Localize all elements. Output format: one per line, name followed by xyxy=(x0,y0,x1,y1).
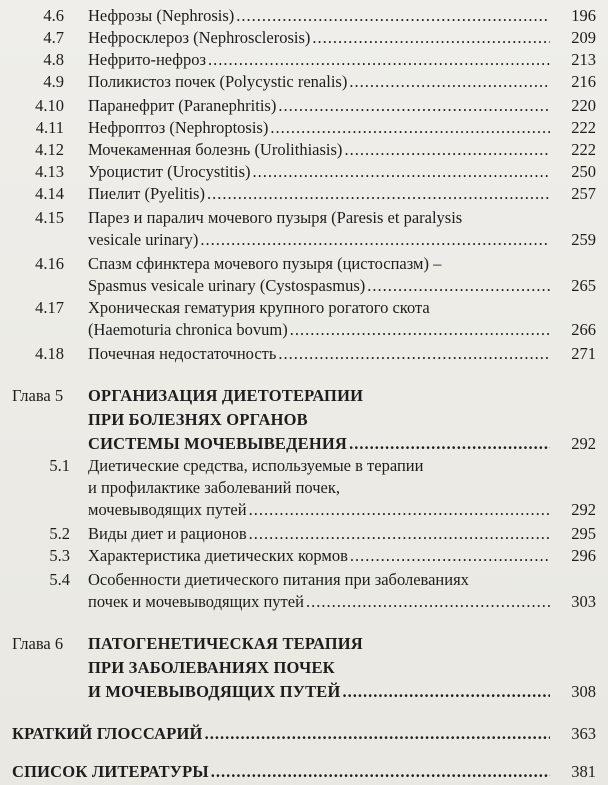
chapter-title-line: ПРИ БОЛЕЗНЯХ ОРГАНОВ xyxy=(88,410,308,429)
entry-title: (Haemoturia chronica bovum) xyxy=(88,320,288,339)
entry-title-line: Спазм сфинктера мочевого пузыря (цистоспазм) – xyxy=(88,254,442,273)
dot-leader xyxy=(270,118,550,138)
dot-leader xyxy=(236,6,550,26)
entry-title: Характеристика диетических кормов xyxy=(88,546,348,565)
entry-number: 4.14 xyxy=(35,184,64,203)
entry-title: Нефросклероз (Nephrosclerosis) xyxy=(88,28,311,47)
dot-leader xyxy=(253,162,551,182)
entry-number: 5.3 xyxy=(49,546,70,565)
entry-number: 4.12 xyxy=(35,140,64,159)
chapter-label: Глава 6 xyxy=(12,634,64,653)
chapter-page: 308 xyxy=(571,682,596,701)
entry-page: 259 xyxy=(571,230,596,249)
entry-page: 295 xyxy=(571,524,596,543)
entry-number: 5.2 xyxy=(49,524,70,543)
entry-page: 257 xyxy=(571,184,596,203)
entry-title: Почечная недостаточность xyxy=(88,344,277,363)
toc-entry xyxy=(88,50,554,70)
entry-number: 4.8 xyxy=(43,50,64,69)
entry-page: 220 xyxy=(571,96,596,115)
dot-leader xyxy=(249,500,550,520)
chapter-title-line: ПРИ ЗАБОЛЕВАНИЯХ ПОЧЕК xyxy=(88,658,335,677)
dot-leader xyxy=(343,682,550,702)
entry-page: 213 xyxy=(571,50,596,69)
toc-entry xyxy=(88,546,554,566)
toc-entry xyxy=(88,72,554,92)
dot-leader xyxy=(344,140,550,160)
dot-leader xyxy=(249,524,550,544)
entry-title-line: Диетические средства, используемые в терапии xyxy=(88,456,424,475)
toc-entry xyxy=(88,162,554,182)
entry-page: 303 xyxy=(571,592,596,611)
dot-leader xyxy=(306,592,550,612)
dot-leader xyxy=(208,50,550,70)
entry-page: 271 xyxy=(571,344,596,363)
entry-page: 250 xyxy=(571,162,596,181)
chapter-title-line: ПАТОГЕНЕТИЧЕСКАЯ ТЕРАПИЯ xyxy=(88,634,363,653)
entry-number: 4.13 xyxy=(35,162,64,181)
entry-title: Виды диет и рационов xyxy=(88,524,247,543)
entry-number: 4.16 xyxy=(35,254,64,273)
dot-leader xyxy=(278,344,550,364)
entry-number: 4.18 xyxy=(35,344,64,363)
entry-title: Уроцистит (Urocystitis) xyxy=(88,162,251,181)
references-entry xyxy=(12,762,554,782)
toc-entry xyxy=(88,140,554,160)
entry-title: vesicale urinary) xyxy=(88,230,199,249)
entry-number: 4.6 xyxy=(43,6,64,25)
entry-title: Поликистоз почек (Polycystic renalis) xyxy=(88,72,348,91)
toc-entry xyxy=(88,28,554,48)
toc-entry xyxy=(88,524,554,544)
toc-entry xyxy=(88,344,554,364)
entry-title-line: Особенности диетического питания при заболеваниях xyxy=(88,570,469,589)
toc-entry xyxy=(88,320,554,340)
toc-entry xyxy=(88,500,554,520)
chapter-page: 292 xyxy=(571,434,596,453)
entry-number: 4.9 xyxy=(43,72,64,91)
entry-page: 265 xyxy=(571,276,596,295)
entry-title: почек и мочевыводящих путей xyxy=(88,592,304,611)
entry-title: Нефрозы (Nephrosis) xyxy=(88,6,235,25)
entry-title: Spasmus vesicale urinary (Cystospasmus) xyxy=(88,276,366,295)
toc-entry xyxy=(88,276,554,296)
toc-entry xyxy=(88,6,554,26)
toc-entry xyxy=(88,96,554,116)
entry-number: 4.7 xyxy=(43,28,64,47)
dot-leader xyxy=(367,276,550,296)
toc-entry xyxy=(88,184,554,204)
dot-leader xyxy=(278,96,550,116)
dot-leader xyxy=(205,724,550,744)
entry-title-line: Хроническая гематурия крупного рогатого скота xyxy=(88,298,430,317)
chapter-title: СИСТЕМЫ МОЧЕВЫВЕДЕНИЯ xyxy=(88,434,348,453)
entry-number: 5.1 xyxy=(49,456,70,475)
references-title: СПИСОК ЛИТЕРАТУРЫ xyxy=(12,762,209,781)
entry-number: 4.10 xyxy=(35,96,64,115)
dot-leader xyxy=(312,28,550,48)
entry-title-line: и профилактике заболеваний почек, xyxy=(88,478,341,497)
chapter-label: Глава 5 xyxy=(12,386,64,405)
glossary-page: 363 xyxy=(571,724,596,743)
entry-title: Пиелит (Pyelitis) xyxy=(88,184,205,203)
glossary-title: КРАТКИЙ ГЛОССАРИЙ xyxy=(12,724,203,743)
entry-page: 266 xyxy=(571,320,596,339)
entry-title-line: Парез и паралич мочевого пузыря (Paresis et paralysis xyxy=(88,208,463,227)
dot-leader xyxy=(207,184,550,204)
glossary-entry xyxy=(12,724,554,744)
entry-number: 5.4 xyxy=(49,570,70,589)
chapter-entry xyxy=(88,682,554,702)
dot-leader xyxy=(350,546,550,566)
dot-leader xyxy=(200,230,550,250)
entry-page: 196 xyxy=(571,6,596,25)
dot-leader xyxy=(211,762,550,782)
entry-page: 292 xyxy=(571,500,596,519)
dot-leader xyxy=(349,72,550,92)
toc-entry xyxy=(88,230,554,250)
entry-number: 4.11 xyxy=(35,118,64,137)
toc-entry xyxy=(88,118,554,138)
chapter-title: И МОЧЕВЫВОДЯЩИХ ПУТЕЙ xyxy=(88,682,341,701)
entry-page: 222 xyxy=(571,118,596,137)
dot-leader xyxy=(349,434,550,454)
entry-page: 296 xyxy=(571,546,596,565)
entry-page: 222 xyxy=(571,140,596,159)
chapter-entry xyxy=(88,434,554,454)
entry-title: мочевыводящих путей xyxy=(88,500,247,519)
dot-leader xyxy=(290,320,550,340)
entry-title: Нефроптоз (Nephroptosis) xyxy=(88,118,269,137)
toc-entry xyxy=(88,592,554,612)
entry-page: 209 xyxy=(571,28,596,47)
entry-number: 4.17 xyxy=(35,298,64,317)
entry-title: Мочекаменная болезнь (Urolithiasis) xyxy=(88,140,343,159)
entry-title: Паранефрит (Paranephritis) xyxy=(88,96,277,115)
entry-page: 216 xyxy=(571,72,596,91)
references-page: 381 xyxy=(571,762,596,781)
entry-number: 4.15 xyxy=(35,208,64,227)
chapter-title-line: ОРГАНИЗАЦИЯ ДИЕТОТЕРАПИИ xyxy=(88,386,364,405)
entry-title: Нефрито-нефроз xyxy=(88,50,207,69)
